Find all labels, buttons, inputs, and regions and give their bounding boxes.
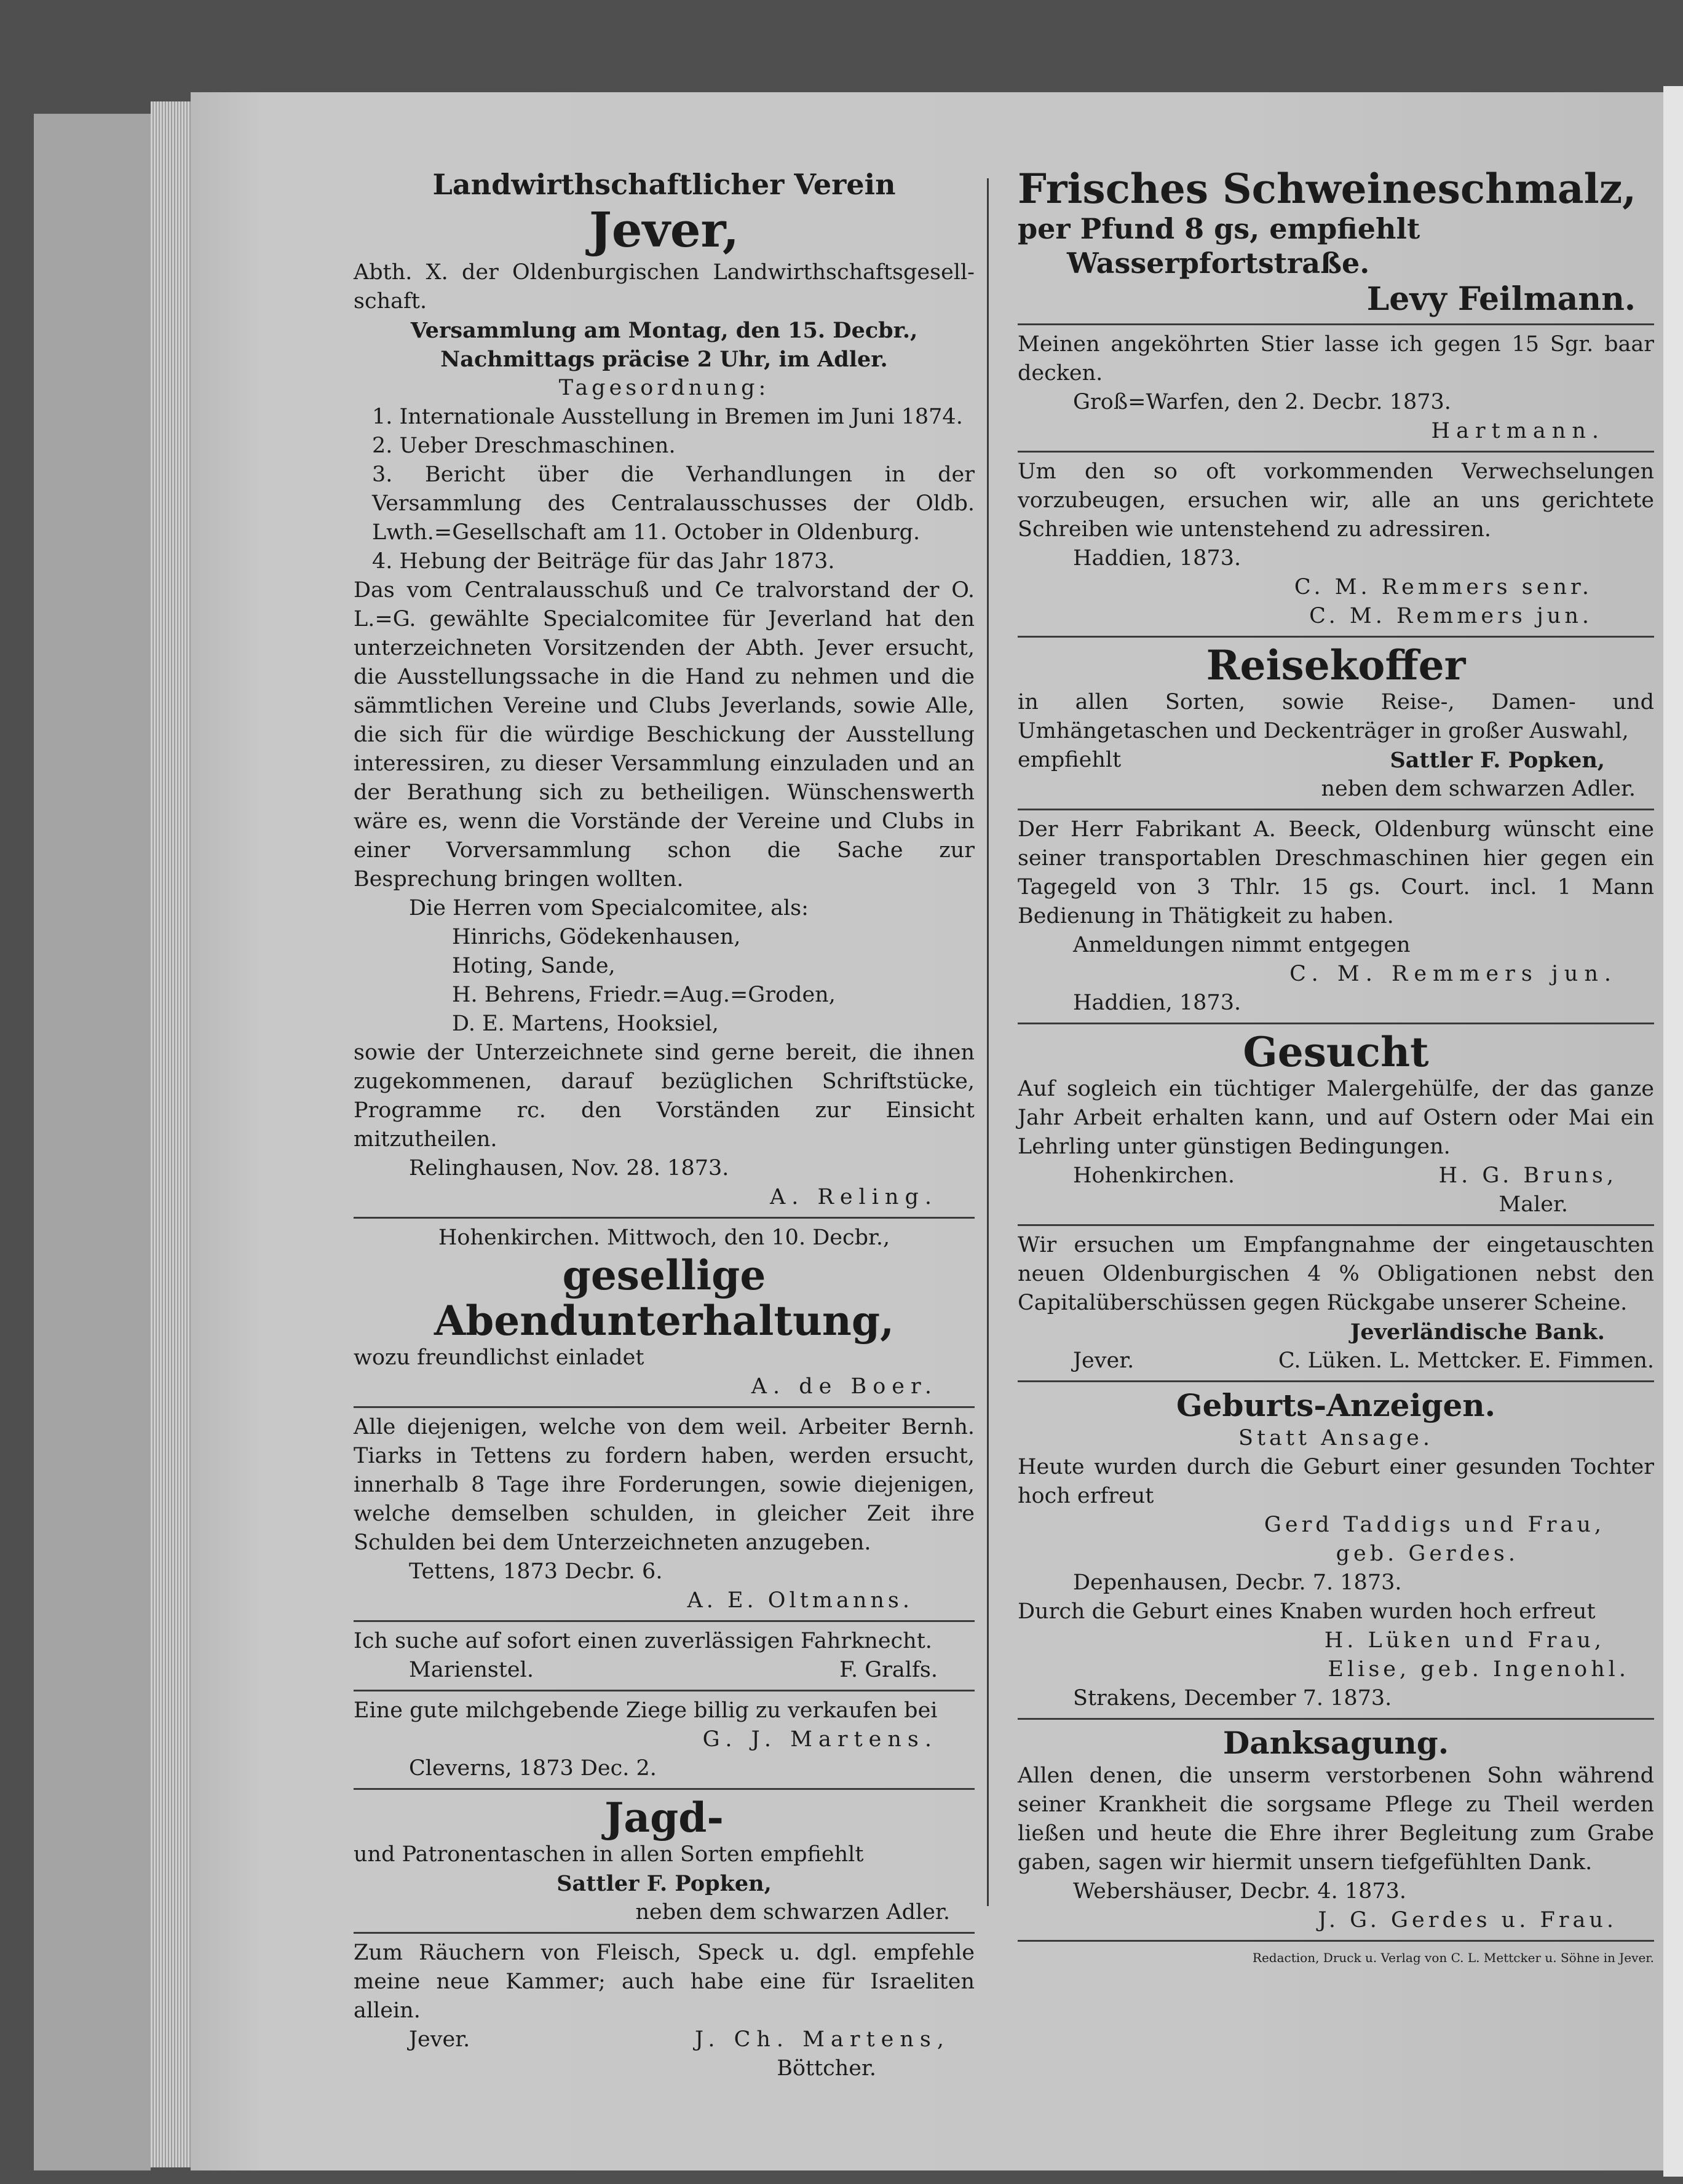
- abend-title: gesellige Abendunterhaltung,: [434, 1251, 895, 1345]
- beeck-sign: C. M. Remmers jun.: [1289, 962, 1617, 986]
- imprint: Redaction, Druck u. Verlag von C. L. Mettcker u. Söhne in Jever.: [1252, 1950, 1654, 1965]
- geburt-date2: Strakens, December 7. 1873.: [1073, 1686, 1392, 1711]
- agenda-item: 4. Hebung der Beiträge für das Jahr 1873.: [372, 549, 835, 574]
- separator: [1018, 1940, 1654, 1942]
- stier-sign: Hartmann.: [1431, 419, 1605, 443]
- verein-sign: A. Reling.: [769, 1185, 938, 1209]
- left-column: [354, 166, 975, 2087]
- ad-verein: [354, 166, 975, 1212]
- geburt-date1: Depenhausen, Decbr. 7. 1873.: [1073, 1570, 1402, 1595]
- beeck-anm: Anmeldungen nimmt entgegen: [1073, 933, 1411, 957]
- geburt-sign1a: Gerd Taddigs und Frau,: [1264, 1513, 1605, 1537]
- abend-sub: wozu freundlichst einladet: [354, 1345, 644, 1370]
- ad-jagd: [354, 1795, 975, 1927]
- separator: [354, 1217, 975, 1219]
- fahrknecht-footer: [354, 1656, 975, 1685]
- schmalz-line1: per Pfund 8 gs, empfiehlt: [1018, 212, 1420, 245]
- gesucht-sign2: Maler.: [1499, 1192, 1568, 1217]
- gesucht-sign1: H. G. Bruns,: [1438, 1163, 1617, 1188]
- remmers-date: Haddien, 1873.: [1073, 546, 1241, 571]
- beeck-body: Der Herr Fabrikant A. Beeck, Oldenburg wünscht eine seiner transportablen Dreschmaschinen hier gegen ein Tagegeld von 3 Thlr. 15 gs. Court. incl. 1 Mann Bedienung in Thätigkeit zu haben.: [1018, 817, 1654, 928]
- raeuchern-place: Jever.: [409, 2027, 470, 2052]
- ad-ziege: [354, 1696, 975, 1783]
- verein-title: Landwirthschaftlicher Verein: [432, 168, 896, 201]
- page-edges: [151, 101, 191, 2167]
- separator: [1018, 636, 1654, 638]
- geburt-sign2b: Elise, geb. Ingenohl.: [1328, 1657, 1630, 1682]
- agenda-item: 1. Internationale Ausstellung in Bremen im Juni 1874.: [372, 405, 963, 429]
- separator: [1018, 1380, 1654, 1382]
- ad-abend: [354, 1224, 975, 1401]
- separator: [354, 1788, 975, 1790]
- gesucht-title: Gesucht: [1243, 1028, 1429, 1076]
- dank-title: Danksagung.: [1222, 1725, 1449, 1761]
- separator: [1018, 1718, 1654, 1720]
- stier-body: Meinen angeköhrten Stier lasse ich gegen 15 Sgr. baar decken.: [1018, 332, 1654, 386]
- agenda-item: 2. Ueber Dreschmaschinen.: [372, 433, 676, 458]
- abend-sign: A. de Boer.: [751, 1374, 938, 1399]
- remmers-sign1: C. M. Remmers senr.: [1294, 575, 1593, 599]
- raeuchern-footer: [354, 2025, 975, 2054]
- ad-fahrknecht: [354, 1627, 975, 1685]
- comitee-name: D. E. Martens, Hooksiel,: [452, 1011, 719, 1036]
- next-page-edge: [1663, 86, 1683, 2177]
- ad-raeuchern: [354, 1939, 975, 2083]
- verein-meeting1: Versammlung am Montag, den 15. Decbr.,: [410, 318, 918, 343]
- bank-name: Jeverländische Bank.: [1350, 1320, 1605, 1345]
- jagd-body: und Patronentaschen in allen Sorten empfiehlt: [354, 1842, 864, 1867]
- ad-gesucht: [1018, 1029, 1654, 1219]
- ad-koffer: [1018, 643, 1654, 804]
- geburt-body2: Durch die Geburt eines Knaben wurden hoch erfreut: [1018, 1599, 1596, 1624]
- raeuchern-body: Zum Räuchern von Fleisch, Speck u. dgl. empfehle meine neue Kammer; auch habe eine für Israeliten allein.: [354, 1941, 975, 2023]
- ad-bank: [1018, 1231, 1654, 1375]
- separator: [1018, 323, 1654, 325]
- verein-closing: sowie der Unterzeichnete sind gerne bereit, die ihnen zugekommenen, darauf bezüglichen Schriftstücke, Programme rc. den Vorständen zur Einsicht mitzutheilen.: [354, 1040, 975, 1152]
- bank-footer: [1018, 1347, 1654, 1375]
- ad-tiarks: [354, 1413, 975, 1615]
- dank-body: Allen denen, die unserm verstorbenen Sohn während seiner Krankheit die sorgsame Pflege zu Theil werden ließen und heute die Ehre ihrer Begleitung zum Grabe gaben, sagen wir hiermit unsern tiefgefühlten Dank.: [1018, 1763, 1654, 1875]
- separator: [354, 1406, 975, 1408]
- ad-dank: [1018, 1725, 1654, 1935]
- right-column: [1018, 166, 1654, 1968]
- comitee-name: Hoting, Sande,: [452, 954, 616, 978]
- geburt-title: Geburts-Anzeigen.: [1176, 1387, 1496, 1423]
- koffer-title: Reisekoffer: [1206, 641, 1466, 689]
- schmalz-line2: Wasserpfortstraße.: [1067, 247, 1370, 280]
- koffer-footer: [1018, 746, 1654, 775]
- separator: [354, 1690, 975, 1691]
- comitee-name: H. Behrens, Friedr.=Aug.=Groden,: [452, 983, 836, 1007]
- geburt-sign2a: H. Lüken und Frau,: [1324, 1628, 1605, 1653]
- ad-beeck: [1018, 815, 1654, 1018]
- gesucht-body: Auf sogleich ein tüchtiger Malergehülfe, der das ganze Jahr Arbeit erhalten kann, und auf Ostern oder Mai ein Lehrling unter günstigen Bedingungen.: [1018, 1077, 1654, 1159]
- beeck-date: Haddien, 1873.: [1073, 991, 1241, 1015]
- ziege-sign: G. J. Martens.: [702, 1727, 938, 1752]
- geburt-statt: Statt Ansage.: [1238, 1426, 1434, 1450]
- ad-geburt: [1018, 1387, 1654, 1713]
- bank-place: Jever.: [1073, 1348, 1135, 1373]
- separator: [354, 1932, 975, 1934]
- stier-date: Groß=Warfen, den 2. Decbr. 1873.: [1073, 390, 1451, 414]
- gesucht-footer: [1018, 1161, 1654, 1190]
- ziege-body: Eine gute milchgebende Ziege billig zu verkaufen bei: [354, 1698, 938, 1723]
- ad-remmers: [1018, 457, 1654, 631]
- ad-stier: [1018, 330, 1654, 446]
- koffer-sign2: neben dem schwarzen Adler.: [1321, 777, 1636, 801]
- geburt-sign1b: geb. Gerdes.: [1336, 1541, 1519, 1566]
- column-divider: [987, 178, 989, 1906]
- jagd-title: Jagd-: [604, 1794, 724, 1842]
- fahrknecht-body: Ich suche auf sofort einen zuverlässigen Fahrknecht.: [354, 1629, 932, 1653]
- verein-date: Relinghausen, Nov. 28. 1873.: [409, 1156, 729, 1181]
- verein-place: Jever,: [588, 202, 740, 258]
- gesucht-place: Hohenkirchen.: [1073, 1163, 1235, 1188]
- separator: [1018, 809, 1654, 810]
- agenda-item: 3. Bericht über die Verhandlungen in der Versammlung des Centralausschusses der Oldb. Lwth.=Gesellschaft am 11. October in Oldenburg.: [372, 462, 975, 545]
- separator: [1018, 1224, 1654, 1226]
- verein-herren: Die Herren vom Specialcomitee, als:: [409, 896, 809, 920]
- verein-sub: Abth. X. der Oldenburgischen Landwirthschaftsgesell-schaft.: [354, 260, 975, 314]
- verein-agenda-heading: Tagesordnung:: [558, 376, 770, 400]
- fahrknecht-sign: F. Gralfs.: [839, 1658, 938, 1682]
- verein-body: Das vom Centralausschuß und Ce tralvorstand der O. L.=G. gewählte Specialcomitee für Jeverland hat den unterzeichneten Vorsitzenden der Abth. Jever ersucht, die Ausstellungssache in die Hand zu nehmen und die sämmtlichen Vereine und Clubs Jeverlands, sowie Alle, die sich für die würdige Beschickung der Ausstellung interessiren, zu dieser Versammlung einzuladen und an der Berathung sich zu betheiligen. Wünschenswerth wäre es, wenn die Vorstände der Vereine und Clubs in einer Vorversammlung schon die Sache zur Besprechung bringen wollten.: [354, 578, 975, 892]
- comitee-name: Hinrichs, Gödekenhausen,: [452, 925, 741, 949]
- koffer-body: in allen Sorten, sowie Reise-, Damen- und Umhängetaschen und Deckenträger in großer Auswahl,: [1018, 690, 1654, 743]
- remmers-sign2: C. M. Remmers jun.: [1309, 604, 1593, 628]
- dank-date: Webershäuser, Decbr. 4. 1873.: [1073, 1879, 1407, 1904]
- dank-sign: J. G. Gerdes u. Frau.: [1318, 1908, 1617, 1933]
- separator: [1018, 1023, 1654, 1024]
- koffer-sign1: Sattler F. Popken,: [1390, 748, 1605, 773]
- separator: [354, 1620, 975, 1622]
- separator: [1018, 451, 1654, 453]
- verein-meeting2: Nachmittags präcise 2 Uhr, im Adler.: [440, 347, 888, 372]
- bank-sign: C. Lüken. L. Mettcker. E. Fimmen.: [1278, 1348, 1654, 1373]
- book-cover: [34, 114, 151, 2170]
- tiarks-date: Tettens, 1873 Decbr. 6.: [409, 1559, 663, 1584]
- raeuchern-sign1: J. Ch. Martens,: [695, 2027, 950, 2052]
- ad-schmalz: [1018, 166, 1654, 318]
- fahrknecht-place: Marienstel.: [409, 1658, 534, 1682]
- abend-line: Hohenkirchen. Mittwoch, den 10. Decbr.,: [438, 1225, 890, 1250]
- koffer-left: empfiehlt: [1018, 748, 1122, 772]
- jagd-sign1: Sattler F. Popken,: [556, 1871, 772, 1896]
- bank-body: Wir ersuchen um Empfangnahme der eingetauschten neuen Oldenburgischen 4 % Obligationen nebst den Capitalüberschüssen gegen Rückgabe unserer Scheine.: [1018, 1233, 1654, 1315]
- jagd-sign2: neben dem schwarzen Adler.: [635, 1900, 950, 1925]
- geburt-body1: Heute wurden durch die Geburt einer gesunden Tochter hoch erfreut: [1018, 1455, 1654, 1508]
- raeuchern-sign2: Böttcher.: [777, 2056, 876, 2081]
- schmalz-sign: Levy Feilmann.: [1366, 280, 1636, 318]
- remmers-body: Um den so oft vorkommenden Verwechselungen vorzubeugen, ersuchen wir, alle an uns gerichtete Schreiben wie untenstehend zu adressiren.: [1018, 459, 1654, 542]
- tiarks-body: Alle diejenigen, welche von dem weil. Arbeiter Bernh. Tiarks in Tettens zu fordern haben, werden ersucht, innerhalb 8 Tage ihre Forderungen, sowie diejenigen, welche demselben schulden, in gleicher Zeit ihre Schulden bei dem Unterzeichneten anzugeben.: [354, 1415, 975, 1555]
- tiarks-sign: A. E. Oltmanns.: [687, 1588, 913, 1613]
- ziege-date: Cleverns, 1873 Dec. 2.: [409, 1756, 657, 1781]
- schmalz-title: Frisches Schweineschmalz,: [1018, 165, 1637, 213]
